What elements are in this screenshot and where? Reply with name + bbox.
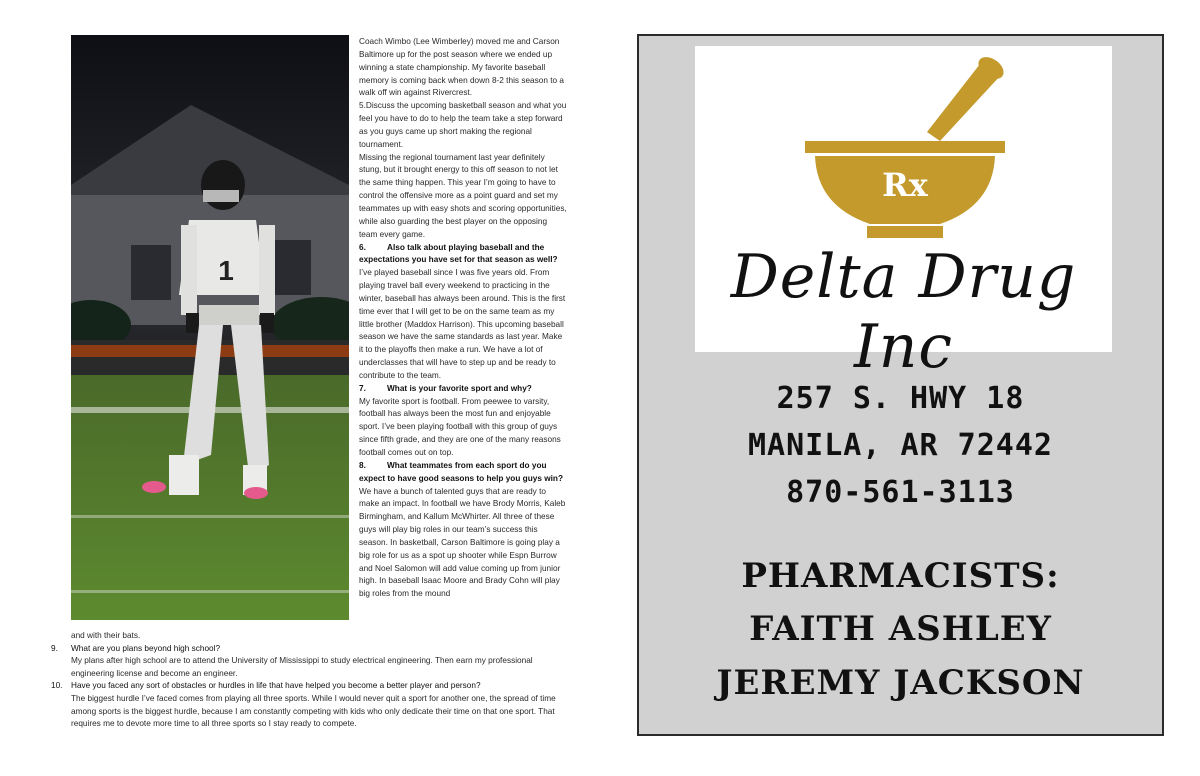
answer-9: My plans after high school are to attend the University of Mississippi to study electrical engineering. Then earn my professional engineering license and become an engineer. <box>71 656 533 678</box>
pharmacist-2: JEREMY JACKSON <box>716 663 1085 703</box>
pharmacy-ad <box>637 34 1164 736</box>
answer-10: The biggest hurdle I’ve faced comes from playing all three sports. While I would never quit a sport for another one, the spread of time among sports is the biggest hurdle, because I am constantly competing with kids who only dedicate their time on that one sport. That requires me to devote more time to all three sports so I stay ready to compete. <box>71 693 556 729</box>
answer-8-continued: and with their bats. <box>71 631 141 640</box>
question-7 <box>359 383 567 396</box>
question-5 <box>359 100 567 151</box>
question-8-text: What teammates from each sport do you expect to have good seasons to help you guys win? <box>359 460 563 483</box>
pharmacy-logo <box>695 46 1112 382</box>
question-10-number: 10. <box>51 681 63 691</box>
jersey-number: 1 <box>218 255 234 286</box>
rx-symbol: Rx <box>882 166 928 204</box>
answer-7: My favorite sport is football. From peewee to varsity, football has always been the most fun and enjoyable sport. I’ve been playing football with this group of guys since fifth grade, and they are one of the many reasons football comes out on top. <box>359 396 561 457</box>
business-name: Delta Drug Inc <box>730 242 1077 382</box>
question-6-number: 6. <box>359 242 366 252</box>
article-column <box>359 36 567 601</box>
pharmacist-1: FAITH ASHLEY <box>749 609 1052 649</box>
pharmacists-heading: PHARMACISTS: <box>741 556 1060 596</box>
answer-5: Missing the regional tournament last year definitely stung, but it brought energy to this off season to not let the same thing happen. This year I’m going to have to control the offensive more as a point guard and set my teammates up with easy shots and scoring opportunities, while also guarding the best player on the opposing team every game. <box>359 152 567 239</box>
player-photo <box>71 35 349 620</box>
question-7-text: What is your favorite sport and why? <box>387 383 532 393</box>
question-9-text: What are you plans beyond high school? <box>71 643 221 653</box>
address-line-1: 257 S. HWY 18 <box>776 381 1025 416</box>
question-8-number: 8. <box>359 460 366 470</box>
phone-number: 870-561-3113 <box>786 475 1015 510</box>
answer-6: I’ve played baseball since I was five years old. From playing travel ball every weekend to practicing in the winter, baseball has always been around. This is the first time ever that I will get to be on the same team as my little brother (Maddox Harrison). This upcoming baseball season we have the same standards as last year. Make it to the playoffs then make a run. We have a lot of underclasses that will have to step up and be ready to contribute to the team. <box>359 268 566 380</box>
answer-8: We have a bunch of talented guys that are ready to make an impact. In football we have Brody Morris, Kaleb Birmingham, and Kallum McWhirter. All three of these guys will play big roles in our team’s success this season. In basketball, Carson Baltimore is going play a big role for us as a spot up shooter while Espn Burrow and Noel Salomon will add value coming up from junior high. In baseball Isaac Moore and Brady Cohn will play big roles from the mound <box>359 486 566 599</box>
question-10-text: Have you faced any sort of obstacles or hurdles in life that have helped you become a better player and person? <box>71 681 481 691</box>
question-7-number: 7. <box>359 383 366 393</box>
article-bottom <box>51 630 571 731</box>
question-6 <box>359 242 567 268</box>
mortar-pestle-icon <box>695 46 1112 246</box>
article-intro: Coach Wimbo (Lee Wimberley) moved me and Carson Baltimore up for the post season where we ended up winning a state championship. My favorite baseball memory is coming back when down 8-2 this season to a walk off win against Rivercrest. <box>359 37 564 98</box>
question-8 <box>359 460 567 486</box>
question-5-number: 5. <box>359 101 366 111</box>
question-9-number: 9. <box>51 643 58 653</box>
address-line-2: MANILA, AR 72442 <box>748 428 1053 463</box>
question-9 <box>51 643 571 656</box>
question-6-text: Also talk about playing baseball and the expectations you have set for that season as well? <box>359 242 558 265</box>
question-10 <box>51 680 571 693</box>
question-5-text: Discuss the upcoming basketball season and what you feel you have to do to help the team take a step forward as you guys came up short making the regional tournament. <box>359 101 567 149</box>
